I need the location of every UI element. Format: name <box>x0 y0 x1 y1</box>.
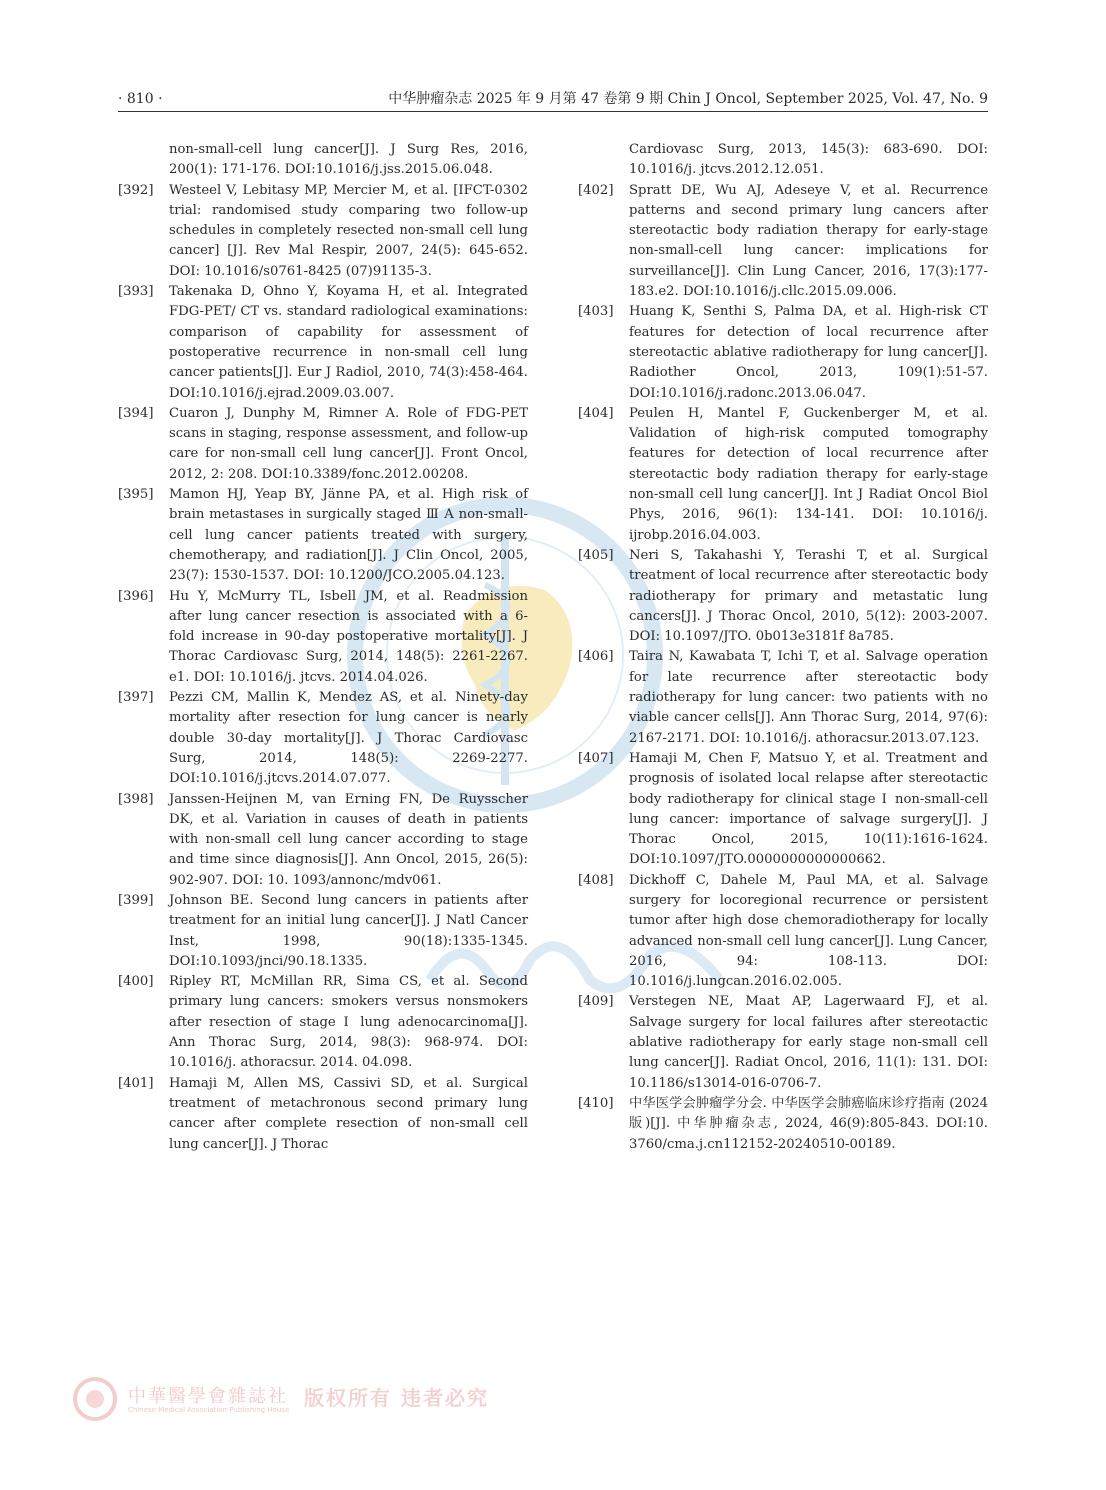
reference-entry <box>578 992 988 1093</box>
reference-number: [405] <box>578 547 614 563</box>
reference-text: Westeel V, Lebitasy MP, Mercier M, et al. [IFCT-0302 trial: randomised study comparing two follow-up schedules in completely resected non-small cell lung cancer] [J]. Rev Mal Respir, 2007, 24(5): 645-652. DOI: 10.1016/s0761-8425 (07)91135-3. <box>169 182 528 279</box>
reference-entry <box>118 688 528 789</box>
publisher-name: 中華醫學會雜誌社 <box>128 1386 288 1407</box>
reference-entry <box>118 587 528 688</box>
reference-number: [393] <box>118 284 154 300</box>
reference-entry <box>578 1094 988 1155</box>
reference-number: [398] <box>118 791 154 807</box>
reference-entry <box>118 404 528 485</box>
reference-number: [402] <box>578 182 614 198</box>
reference-number: [400] <box>118 974 154 990</box>
reference-number: [408] <box>578 872 614 888</box>
reference-text: Taira N, Kawabata T, Ichi T, et al. Salvage operation for late recurrence after stereotactic body radiotherapy for lung cancer: two patients with no viable cancer cells[J]. Ann Thorac Surg, 2014, 97(6): 2167-2171. DOI: 10.1016/j. athoracsur.2013.07.123. <box>629 649 988 746</box>
reference-entry <box>578 181 988 303</box>
reference-number: [403] <box>578 304 614 320</box>
reference-number: [399] <box>118 892 154 908</box>
reference-text: Hu Y, McMurry TL, Isbell JM, et al. Readmission after lung cancer resection is associated with a 6-fold increase in 90-day postoperative mortality[J]. J Thorac Cardiovasc Surg, 2014, 148(5): 2261-2267. e1. DOI: 10.1016/j. jtcvs. 2014.04.026. <box>169 588 528 685</box>
reference-number: [401] <box>118 1075 154 1091</box>
reference-number: [395] <box>118 487 154 503</box>
running-header <box>118 90 988 112</box>
reference-text: Takenaka D, Ohno Y, Koyama H, et al. Integrated FDG-PET/ CT vs. standard radiological examinations: comparison of capability for assessment of postoperative recurrence in non-small cell lung cancer patients[J]. Eur J Radiol, 2010, 74(3):458-464. DOI:10.1016/j.ejrad.2009.03.007. <box>169 284 528 401</box>
reference-entry <box>118 181 528 282</box>
reference-number: [394] <box>118 405 154 421</box>
reference-text: Verstegen NE, Maat AP, Lagerwaard FJ, et al. Salvage surgery for local failures after stereotactic ablative radiotherapy for early stage non-small cell lung cancer[J]. Radiat Oncol, 2016, 11(1): 131. DOI: 10.1186/s13014-016-0706-7. <box>629 994 988 1091</box>
copyright-notice: 版权所有 违者必究 <box>304 1386 489 1410</box>
left-column <box>118 140 528 1155</box>
reference-text: Huang K, Senthi S, Palma DA, et al. High-risk CT features for detection of local recurrence after stereotactic ablative radiotherapy for lung cancer[J]. Radiother Oncol, 2013, 109(1):51-57. DOI:10.1016/j.radonc.2013.06.047. <box>629 304 988 401</box>
reference-number: [404] <box>578 405 614 421</box>
reference-entry <box>118 1074 528 1155</box>
header-rule <box>118 111 988 112</box>
reference-entry <box>578 749 988 871</box>
reference-number: [409] <box>578 994 614 1010</box>
reference-entry <box>118 485 528 586</box>
reference-entry <box>118 972 528 1073</box>
publisher-name-en: Chinese Medical Association Publishing House <box>128 1406 290 1414</box>
reference-text: Cardiovasc Surg, 2013, 145(3): 683-690. DOI: 10.1016/j. jtcvs.2012.12.051. <box>629 142 988 178</box>
publisher-logo-icon <box>72 1376 118 1422</box>
reference-number: [396] <box>118 588 154 604</box>
reference-entry <box>118 282 528 404</box>
reference-number: [407] <box>578 750 614 766</box>
reference-text: Janssen-Heijnen M, van Erning FN, De Ruysscher DK, et al. Variation in causes of death in patients with non-small cell lung cancer according to stage and time since diagnosis[J]. Ann Oncol, 2015, 26(5): 902-907. DOI: 10. 1093/annonc/mdv061. <box>169 791 528 888</box>
reference-text: Pezzi CM, Mallin K, Mendez AS, et al. Ninety-day mortality after resection for lung cancer is nearly double 30-day mortality[J]. J Thorac Cardiovasc Surg, 2014, 148(5): 2269-2277. DOI:10.1016/j.jtcvs.2014.07.077. <box>169 690 528 787</box>
reference-text: Dickhoff C, Dahele M, Paul MA, et al. Salvage surgery for locoregional recurrence or persistent tumor after high dose chemoradiotherapy for locally advanced non-small cell lung cancer[J]. Lung Cancer, 2016, 94: 108-113. DOI: 10.1016/j.lungcan.2016.02.005. <box>629 872 988 990</box>
reference-number: [397] <box>118 690 154 706</box>
reference-text: Cuaron J, Dunphy M, Rimner A. Role of FDG-PET scans in staging, response assessment, and follow-up care for non-small cell lung cancer[J]. Front Oncol, 2012, 2: 208. DOI:10.3389/fonc.2012.00208. <box>169 405 528 482</box>
reference-text: 中华医学会肿瘤学分会. 中华医学会肺癌临床诊疗指南 (2024 版)[J]. 中华肿瘤杂志, 2024, 46(9):805-843. DOI:10. 3760/cma.j.cn112152-20240510-00189. <box>629 1095 988 1152</box>
reference-entry <box>118 790 528 891</box>
reference-entry <box>578 546 988 647</box>
page-number: · 810 · <box>118 91 163 107</box>
right-column <box>578 140 988 1155</box>
reference-text: Neri S, Takahashi Y, Terashi T, et al. Surgical treatment of local recurrence after stereotactic body radiotherapy for primary and metastatic lung cancers[J]. J Thorac Oncol, 2010, 5(12): 2003-2007. DOI: 10.1097/JTO. 0b013e3181f 8a785. <box>629 547 988 645</box>
footer-publisher <box>72 1376 492 1422</box>
reference-entry <box>578 302 988 403</box>
reference-text: Ripley RT, McMillan RR, Sima CS, et al. Second primary lung cancers: smokers versus nonsmokers after resection of stage Ⅰ lung adenocarcinoma[J]. Ann Thorac Surg, 2014, 98(3): 968-974. DOI: 10.1016/j. athoracsur. 2014. 04.098. <box>169 974 528 1071</box>
reference-number: [410] <box>578 1095 614 1111</box>
reference-text: Spratt DE, Wu AJ, Adeseye V, et al. Recurrence patterns and second primary lung cancers after stereotactic body radiation therapy for early-stage non-small-cell lung cancer: implications for surveillance[J]. Clin Lung Cancer, 2016, 17(3):177-183.e2. DOI:10.1016/j.cllc.2015.09.006. <box>629 182 988 300</box>
reference-entry <box>118 140 528 181</box>
reference-number: [392] <box>118 182 154 198</box>
reference-entry <box>578 871 988 993</box>
journal-citation: 中华肿瘤杂志 2025 年 9 月第 47 卷第 9 期 Chin J Oncol, September 2025, Vol. 47, No. 9 <box>388 91 988 107</box>
reference-entry <box>118 891 528 972</box>
reference-entry <box>578 647 988 748</box>
reference-number: [406] <box>578 649 614 665</box>
reference-text: Hamaji M, Allen MS, Cassivi SD, et al. Surgical treatment of metachronous second primary lung cancer after complete resection of non-small cell lung cancer[J]. J Thorac <box>169 1075 528 1152</box>
reference-text: non-small-cell lung cancer[J]. J Surg Res, 2016, 200(1): 171-176. DOI:10.1016/j.jss.2015.06.048. <box>169 142 528 178</box>
reference-text: Peulen H, Mantel F, Guckenberger M, et al. Validation of high-risk computed tomography features for detection of local recurrence after stereotactic body radiation therapy for early-stage non-small cell lung cancer[J]. Int J Radiat Oncol Biol Phys, 2016, 96(1): 134-141. DOI: 10.1016/j. ijrobp.2016.04.003. <box>629 405 988 543</box>
reference-entry <box>578 140 988 181</box>
reference-text: Hamaji M, Chen F, Matsuo Y, et al. Treatment and prognosis of isolated local relapse after stereotactic body radiotherapy for clinical stage Ⅰ non-small-cell lung cancer: importance of salvage surgery[J]. J Thorac Oncol, 2015, 10(11):1616-1624. DOI:10.1097/JTO.0000000000000662. <box>629 750 988 868</box>
reference-text: Johnson BE. Second lung cancers in patients after treatment for an initial lung cancer[J]. J Natl Cancer Inst, 1998, 90(18):1335-1345. DOI:10.1093/jnci/90.18.1335. <box>169 892 528 969</box>
reference-entry <box>578 404 988 546</box>
reference-text: Mamon HJ, Yeap BY, Jänne PA, et al. High risk of brain metastases in surgically staged Ⅲ A non-small-cell lung cancer patients treated with surgery, chemotherapy, and radiation[J]. J Clin Oncol, 2005, 23(7): 1530-1537. DOI: 10.1200/JCO.2005.04.123. <box>169 487 528 584</box>
